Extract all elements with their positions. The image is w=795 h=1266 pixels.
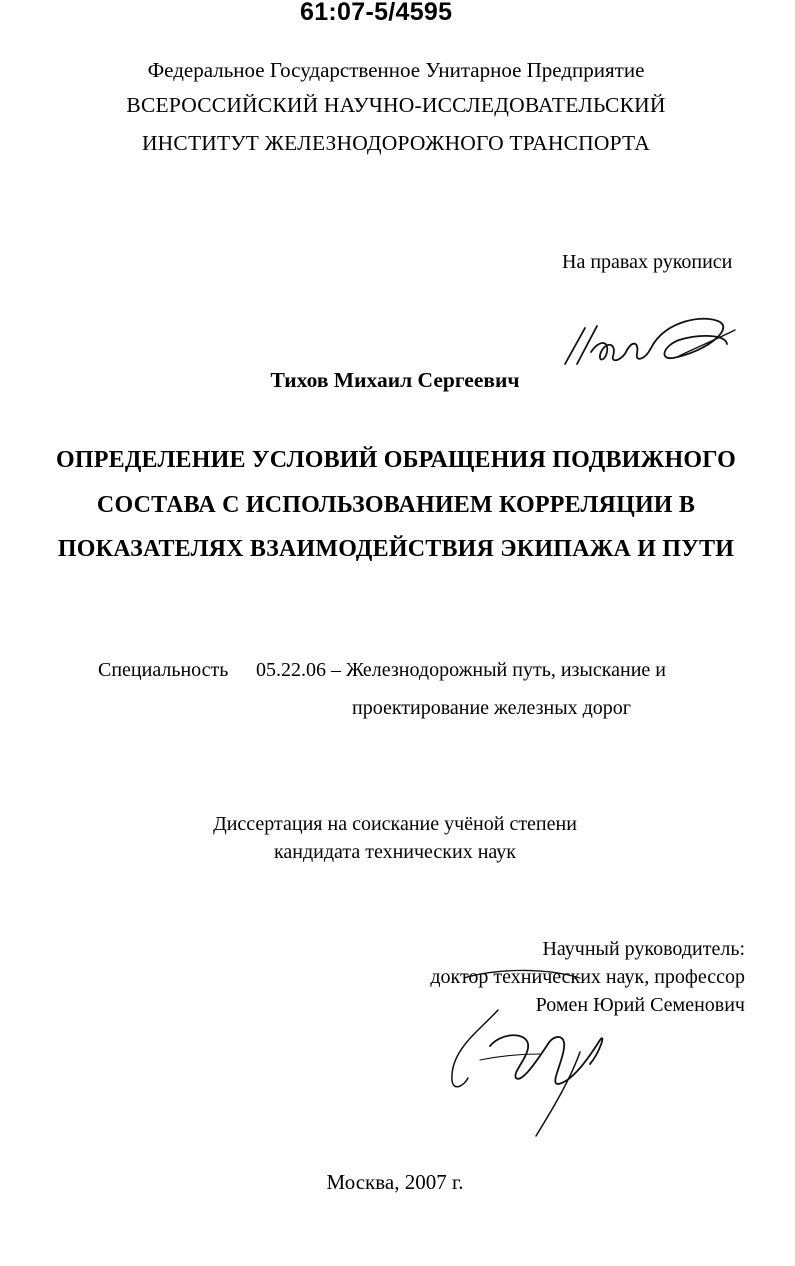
supervisor-name: Ромен Юрий Семенович bbox=[535, 994, 745, 1016]
title-line-2: СОСТАВА С ИСПОЛЬЗОВАНИЕМ КОРРЕЛЯЦИИ В bbox=[96, 492, 696, 518]
specialty-code: 05.22.06 – Железнодорожный путь, изыскание и bbox=[256, 659, 667, 681]
specialty-description: проектирование железных дорог bbox=[352, 697, 632, 719]
supervisor-degree: доктор технических наук, профессор bbox=[430, 966, 745, 988]
supervisor-signature bbox=[430, 960, 650, 1140]
place-and-year: Москва, 2007 г. bbox=[326, 1170, 464, 1194]
title-line-3: ПОКАЗАТЕЛЯХ ВЗАИМОДЕЙСТВИЯ ЭКИПАЖА И ПУТИ bbox=[57, 536, 735, 562]
degree-line-2: кандидата технических наук bbox=[273, 841, 517, 863]
supervisor-label: Научный руководитель: bbox=[542, 938, 745, 960]
specialty-label: Специальность bbox=[98, 659, 229, 681]
organization-line-1: Федеральное Государственное Унитарное Предприятие bbox=[147, 58, 645, 82]
organization-line-3: ИНСТИТУТ ЖЕЛЕЗНОДОРОЖНОГО ТРАНСПОРТА bbox=[141, 131, 651, 155]
degree-line-1: Диссертация на соискание учёной степени bbox=[213, 813, 577, 835]
organization-line-2: ВСЕРОССИЙСКИЙ НАУЧНО-ИССЛЕДОВАТЕЛЬСКИЙ bbox=[126, 93, 666, 117]
title-line-1: ОПРЕДЕЛЕНИЕ УСЛОВИЙ ОБРАЩЕНИЯ ПОДВИЖНОГО bbox=[56, 447, 736, 473]
author-name: Тихов Михаил Сергеевич bbox=[270, 368, 520, 392]
manuscript-rights-note: На правах рукописи bbox=[562, 251, 733, 273]
catalog-code: 61:07-5/4595 bbox=[300, 0, 453, 26]
